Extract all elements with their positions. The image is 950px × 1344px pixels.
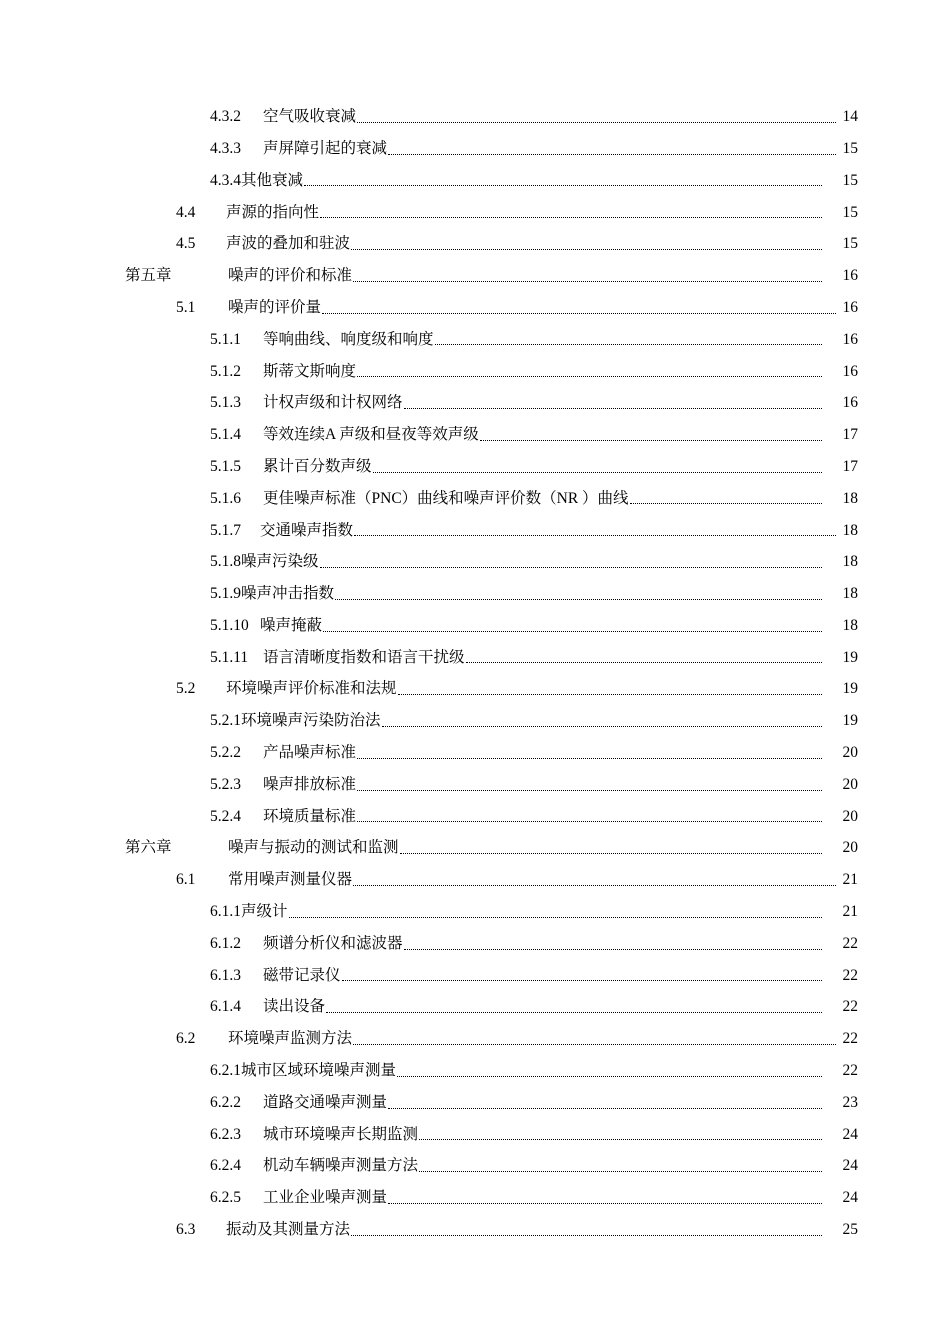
toc-page-number: 22: [842, 966, 858, 984]
toc-entry[interactable]: [0, 801, 950, 833]
toc-entry-text: [176, 1214, 824, 1246]
toc-entry-text: [176, 673, 824, 705]
toc-entry-text: [210, 769, 824, 801]
toc-entry-title: 常用噪声测量仪器: [228, 871, 353, 889]
toc-entry-number: 5.1.4: [210, 426, 241, 444]
toc-entry-text: [176, 228, 824, 260]
toc-page-number: 18: [842, 585, 858, 603]
toc-entry[interactable]: [0, 196, 950, 228]
toc-entry-title: 声屏障引起的衰减: [263, 139, 388, 157]
toc-page-number: 17: [842, 426, 858, 444]
toc-page-number: 24: [842, 1157, 858, 1175]
toc-entry-number: 5.1.10: [210, 616, 249, 634]
toc-entry-number: 5.1.3: [210, 394, 241, 412]
toc-page-number: 20: [842, 744, 858, 762]
toc-entry-text: [125, 260, 824, 292]
toc-entry-number: 5.1.7: [210, 521, 241, 539]
toc-entry[interactable]: [0, 832, 950, 864]
toc-entry[interactable]: [0, 165, 950, 197]
toc-entry-title: 计权声级和计权网络: [263, 394, 403, 412]
toc-page-number: 15: [842, 171, 858, 189]
dot-leader: [351, 235, 822, 253]
toc-entry-number: 4.3.4: [210, 171, 241, 189]
toc-entry-text: [210, 705, 824, 737]
toc-entry-title: 其他衰减: [241, 171, 304, 189]
toc-entry-number: 6.3: [176, 1221, 196, 1239]
toc-entry-number: 5.1.9: [210, 585, 241, 603]
dot-leader: [388, 1189, 822, 1207]
toc-entry-title: 频谱分析仪和滤波器: [263, 934, 403, 952]
toc-entry-title: 磁带记录仪: [263, 966, 341, 984]
toc-entry-number: 5.1.5: [210, 457, 241, 475]
toc-entry-text: [210, 991, 824, 1023]
dot-leader: [304, 171, 822, 189]
toc-entry-number: 5.1.11: [210, 648, 249, 666]
toc-entry-number: 5.1.6: [210, 489, 241, 507]
toc-entry-number: 6.1.3: [210, 966, 241, 984]
dot-leader: [400, 839, 822, 857]
toc-entry[interactable]: [0, 483, 950, 515]
toc-entry-title: 环境噪声评价标准和法规: [226, 680, 397, 698]
toc-entry-number: 6.2.3: [210, 1125, 241, 1143]
toc-entry[interactable]: [0, 896, 950, 928]
dot-leader: [404, 394, 822, 412]
toc-page-number: 15: [842, 235, 858, 253]
toc-entry-number: 第六章: [125, 839, 172, 857]
toc-entry-title: 环境噪声污染防治法: [241, 712, 381, 730]
dot-leader: [419, 1157, 822, 1175]
toc-entry-title: 语言清晰度指数和语言干扰级: [263, 648, 465, 666]
toc-entry-title: 声级计: [241, 903, 288, 921]
toc-entry-text: [210, 610, 824, 642]
toc-entry[interactable]: [0, 228, 950, 260]
toc-entry-text: [210, 355, 824, 387]
toc-entry[interactable]: [0, 928, 950, 960]
toc-entry[interactable]: [0, 419, 950, 451]
dot-leader: [388, 140, 836, 158]
toc-entry-title: 声波的叠加和驻波: [226, 235, 351, 253]
toc-entry-title: 等响曲线、响度级和响度: [263, 330, 434, 348]
toc-entry-number: 6.2: [176, 1030, 196, 1048]
toc-entry-title: 累计百分数声级: [263, 457, 372, 475]
toc-entry-title: 等效连续A 声级和昼夜等效声级: [263, 426, 479, 444]
toc-page-number: 16: [842, 394, 858, 412]
toc-entry-title: 噪声的评价量: [228, 298, 322, 316]
dot-leader: [480, 426, 822, 444]
toc-entry-title: 斯蒂文斯响度: [263, 362, 357, 380]
toc-page-number: 19: [842, 680, 858, 698]
toc-entry[interactable]: [0, 514, 950, 546]
toc-entry-text: [210, 1055, 824, 1087]
toc-entry-title: 读出设备: [263, 998, 326, 1016]
toc-entry[interactable]: [0, 1150, 950, 1182]
toc-page-number: 15: [842, 139, 858, 157]
toc-entry-text: [210, 642, 824, 674]
toc-entry[interactable]: [0, 260, 950, 292]
toc-entry-text: [176, 1023, 838, 1055]
dot-leader: [320, 203, 822, 221]
toc-entry-number: 6.2.2: [210, 1093, 241, 1111]
dot-leader: [289, 903, 822, 921]
dot-leader: [353, 871, 836, 889]
dot-leader: [466, 648, 822, 666]
toc-entry-number: 5.2: [176, 680, 196, 698]
toc-page-number: 23: [842, 1093, 858, 1111]
toc-entry-number: 6.2.4: [210, 1157, 241, 1175]
toc-page-number: 22: [842, 1030, 858, 1048]
toc-entry-title: 噪声排放标准: [263, 775, 357, 793]
toc-entry-number: 5.2.4: [210, 807, 241, 825]
toc-entry-text: [210, 896, 824, 928]
toc-entry-text: [210, 514, 838, 546]
toc-entry[interactable]: [0, 673, 950, 705]
toc-entry[interactable]: [0, 960, 950, 992]
toc-entry-number: 6.1: [176, 871, 196, 889]
toc-entry-text: [210, 1119, 824, 1151]
toc-entry[interactable]: [0, 737, 950, 769]
toc-entry[interactable]: [0, 991, 950, 1023]
toc-entry[interactable]: [0, 133, 950, 165]
toc-page-number: 25: [842, 1221, 858, 1239]
toc-page-number: 21: [842, 871, 858, 889]
toc-entry-number: 6.1.4: [210, 998, 241, 1016]
toc-entry-title: 噪声污染级: [241, 553, 319, 571]
toc-page-number: 19: [842, 648, 858, 666]
toc-entry-title: 环境噪声监测方法: [228, 1030, 353, 1048]
dot-leader: [357, 776, 822, 794]
toc-page-number: 18: [842, 489, 858, 507]
toc-page-number: 16: [842, 362, 858, 380]
toc-page-number: 20: [842, 807, 858, 825]
toc-page-number: 18: [842, 521, 858, 539]
toc-entry[interactable]: [0, 864, 950, 896]
toc-entry-number: 5.2.3: [210, 775, 241, 793]
toc-page-number: 16: [842, 330, 858, 348]
dot-leader: [326, 998, 822, 1016]
toc-entry[interactable]: [0, 610, 950, 642]
toc-entry[interactable]: [0, 769, 950, 801]
toc-entry-title: 交通噪声指数: [260, 521, 354, 539]
toc-entry-number: 5.2.2: [210, 744, 241, 762]
toc-entry-text: [176, 864, 838, 896]
toc-entry-title: 道路交通噪声测量: [263, 1093, 388, 1111]
toc-entry-text: [210, 801, 824, 833]
dot-leader: [322, 299, 836, 317]
toc-entry-text: [210, 1150, 824, 1182]
toc-entry[interactable]: [0, 387, 950, 419]
toc-entry-text: [176, 196, 824, 228]
toc-page-number: 20: [842, 839, 858, 857]
toc-page-number: 22: [842, 998, 858, 1016]
toc-entry[interactable]: [0, 1087, 950, 1119]
toc-entry-text: [210, 451, 824, 483]
toc-page-number: 17: [842, 457, 858, 475]
toc-entry-number: 6.1.1: [210, 903, 241, 921]
dot-leader: [357, 807, 822, 825]
toc-entry[interactable]: [0, 705, 950, 737]
toc-entry-number: 5.1.1: [210, 330, 241, 348]
dot-leader: [357, 744, 822, 762]
toc-page-number: 20: [842, 775, 858, 793]
dot-leader: [397, 1062, 822, 1080]
toc-entry-text: [210, 1087, 824, 1119]
toc-entry-title: 噪声的评价和标准: [228, 267, 353, 285]
toc-entry[interactable]: [0, 451, 950, 483]
dot-leader: [419, 1125, 822, 1143]
toc-page-number: 21: [842, 903, 858, 921]
toc-entry-title: 更佳噪声标准（PNC）曲线和噪声评价数（NR ）曲线: [263, 489, 629, 507]
toc-entry-title: 工业企业噪声测量: [263, 1189, 388, 1207]
toc-entry-number: 5.1.2: [210, 362, 241, 380]
toc-entry-text: [210, 1182, 824, 1214]
toc-entry-number: 4.5: [176, 235, 196, 253]
dot-leader: [354, 521, 836, 539]
toc-page-number: 22: [842, 934, 858, 952]
toc-page-number: 24: [842, 1189, 858, 1207]
dot-leader: [357, 362, 822, 380]
dot-leader: [342, 966, 822, 984]
dot-leader: [351, 1221, 822, 1239]
toc-entry-number: 6.1.2: [210, 934, 241, 952]
toc-entry-number: 5.1: [176, 298, 196, 316]
toc-entry-text: [176, 292, 838, 324]
toc-entry-text: [210, 324, 824, 356]
toc-entry-text: [210, 578, 824, 610]
toc-entry[interactable]: [0, 578, 950, 610]
toc-entry[interactable]: [0, 101, 950, 133]
toc-page-number: 24: [842, 1125, 858, 1143]
toc-entry-title: 噪声与振动的测试和监测: [228, 839, 399, 857]
toc-entry-number: 5.2.1: [210, 712, 241, 730]
dot-leader: [335, 585, 822, 603]
toc-entry-title: 空气吸收衰减: [263, 108, 357, 126]
toc-page-number: 19: [842, 712, 858, 730]
toc-entry-number: 4.4: [176, 203, 196, 221]
toc-page-number: 15: [842, 203, 858, 221]
toc-entry-text: [210, 387, 824, 419]
toc-entry-title: 噪声冲击指数: [241, 585, 335, 603]
toc-entry[interactable]: [0, 1023, 950, 1055]
dot-leader: [382, 712, 822, 730]
dot-leader: [398, 680, 822, 698]
dot-leader: [388, 1094, 822, 1112]
toc-entry[interactable]: [0, 1119, 950, 1151]
toc-entry-number: 第五章: [125, 267, 172, 285]
dot-leader: [353, 1030, 836, 1048]
toc-entry-title: 产品噪声标准: [263, 744, 357, 762]
dot-leader: [404, 935, 822, 953]
dot-leader: [373, 458, 822, 476]
dot-leader: [357, 108, 836, 126]
toc-entry-number: 6.2.1: [210, 1062, 241, 1080]
toc-entry-text: [210, 960, 824, 992]
dot-leader: [320, 553, 822, 571]
dot-leader: [435, 330, 822, 348]
toc-entry[interactable]: [0, 292, 950, 324]
toc-entry-title: 环境质量标准: [263, 807, 357, 825]
toc-entry-text: [125, 832, 824, 864]
toc-page-number: 16: [842, 298, 858, 316]
toc-entry-title: 城市区域环境噪声测量: [241, 1062, 397, 1080]
toc-entry[interactable]: [0, 546, 950, 578]
toc-entry-title: 声源的指向性: [226, 203, 320, 221]
dot-leader: [630, 489, 822, 507]
toc-entry-number: 5.1.8: [210, 553, 241, 571]
toc-entry-text: [210, 928, 824, 960]
toc-entry-text: [210, 165, 824, 197]
toc-page-number: 18: [842, 616, 858, 634]
toc-entry-text: [210, 133, 838, 165]
toc-page-number: 14: [842, 108, 858, 126]
toc-entry-title: 城市环境噪声长期监测: [263, 1125, 419, 1143]
toc-entry-number: 4.3.2: [210, 108, 241, 126]
toc-page-number: 16: [842, 267, 858, 285]
toc-page-number: 18: [842, 553, 858, 571]
toc-entry-text: [210, 419, 824, 451]
toc-entry[interactable]: [0, 1214, 950, 1246]
toc-entry-number: 6.2.5: [210, 1189, 241, 1207]
toc-entry-title: 振动及其测量方法: [226, 1221, 351, 1239]
dot-leader: [323, 617, 822, 635]
toc-entry-text: [210, 101, 838, 133]
toc-entry[interactable]: [0, 1055, 950, 1087]
toc-entry-text: [210, 483, 824, 515]
toc-entry[interactable]: [0, 324, 950, 356]
toc-entry[interactable]: [0, 642, 950, 674]
dot-leader: [353, 267, 822, 285]
toc-entry[interactable]: [0, 1182, 950, 1214]
toc-entry-text: [210, 737, 824, 769]
toc-entry-text: [210, 546, 824, 578]
toc-page-number: 22: [842, 1062, 858, 1080]
toc-entry[interactable]: [0, 355, 950, 387]
table-of-contents: [0, 101, 950, 1246]
toc-entry-title: 机动车辆噪声测量方法: [263, 1157, 419, 1175]
toc-entry-number: 4.3.3: [210, 139, 241, 157]
toc-entry-title: 噪声掩蔽: [260, 616, 323, 634]
